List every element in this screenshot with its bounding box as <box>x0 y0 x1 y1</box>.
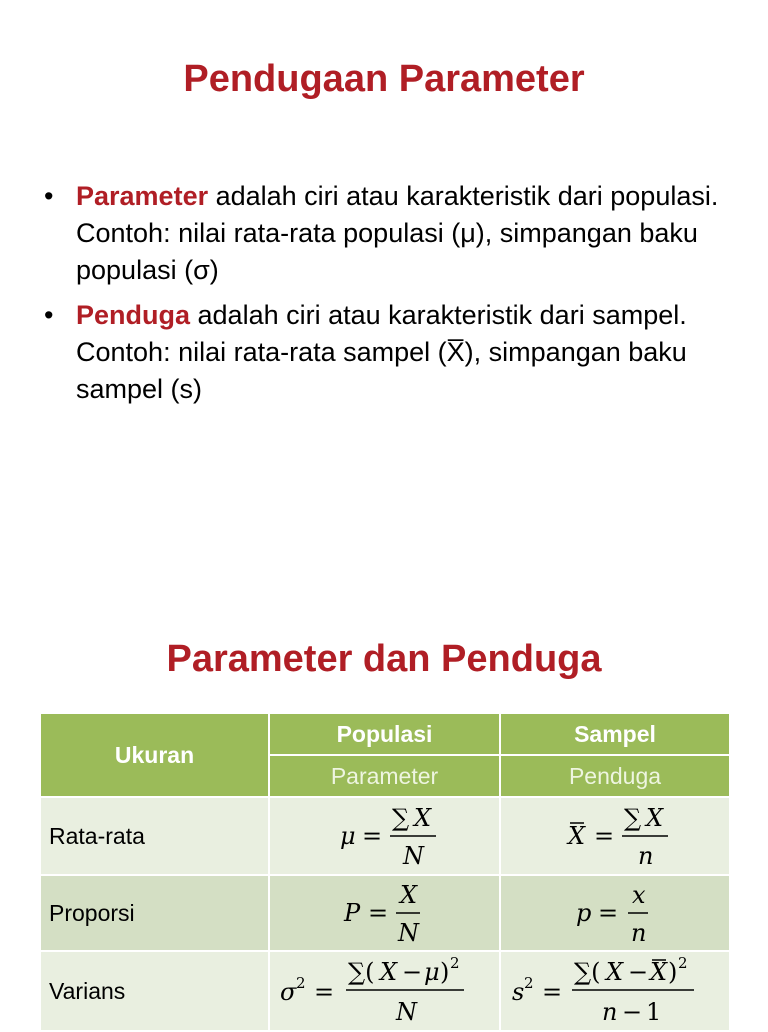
table-row <box>40 951 730 1031</box>
svg-text:2: 2 <box>295 974 306 992</box>
svg-text:−: − <box>622 998 643 1026</box>
svg-text:2: 2 <box>678 954 688 972</box>
bullet-text: adalah ciri atau karakteristik dari sampel. Contoh: nilai rata-rata sampel (X̅), simpangan baku sampel (s) <box>76 300 687 404</box>
table-row <box>40 797 730 875</box>
svg-text:=: = <box>367 899 388 927</box>
svg-text:=: = <box>594 822 615 850</box>
slide-title: Parameter dan Penduga <box>166 638 602 680</box>
svg-text:x: x <box>632 881 646 909</box>
svg-text:2: 2 <box>524 974 534 992</box>
svg-text:2: 2 <box>449 954 460 972</box>
header-sampel: Sampel <box>500 713 730 755</box>
header-populasi: Populasi <box>269 713 500 755</box>
parameter-table <box>39 712 731 1032</box>
row-label: Proporsi <box>40 875 269 951</box>
bullet-text: adalah ciri atau karakteristik dari populasi. Contoh: nilai rata-rata populasi (μ), simpangan baku populasi (σ) <box>76 181 719 285</box>
svg-text:=: = <box>542 978 563 1006</box>
svg-text:X: X <box>646 804 664 832</box>
row-label: Varians <box>40 951 269 1031</box>
bullet-parameter <box>44 178 734 289</box>
svg-text:p: p <box>576 899 592 927</box>
svg-text:∑: ∑ <box>391 804 409 832</box>
subheader-parameter: Parameter <box>269 755 500 797</box>
svg-text:X: X <box>413 804 431 832</box>
svg-text:X: X <box>399 881 417 909</box>
svg-text:μ: μ <box>339 822 356 850</box>
svg-text:N: N <box>397 919 419 947</box>
formula-mean-population <box>269 797 500 875</box>
svg-text:X: X <box>568 822 586 850</box>
svg-text:X: X <box>650 958 668 986</box>
svg-text:μ: μ <box>423 958 440 986</box>
svg-text:−: − <box>401 958 422 986</box>
svg-text:∑: ∑ <box>624 804 642 832</box>
svg-text:=: = <box>313 978 334 1006</box>
svg-text:n: n <box>631 919 647 947</box>
formula-proportion-sample <box>500 875 730 951</box>
svg-text:N: N <box>395 998 417 1026</box>
subheader-penduga: Penduga <box>500 755 730 797</box>
header-ukuran: Ukuran <box>40 713 269 797</box>
svg-text:s: s <box>512 978 525 1006</box>
bullet-term: Parameter <box>76 181 209 211</box>
svg-text:X: X <box>379 958 397 986</box>
slide-title: Pendugaan Parameter <box>183 58 585 100</box>
svg-text:): ) <box>439 958 449 986</box>
svg-text:∑(: ∑( <box>347 958 374 986</box>
svg-text:): ) <box>668 958 678 986</box>
formula-variance-population <box>269 951 500 1031</box>
svg-text:X: X <box>606 958 624 986</box>
svg-text:=: = <box>598 899 619 927</box>
svg-text:n: n <box>602 998 618 1026</box>
table-row <box>40 875 730 951</box>
svg-text:∑(: ∑( <box>574 958 601 986</box>
svg-text:P: P <box>343 899 360 927</box>
bullet-term: Penduga <box>76 300 191 330</box>
svg-text:1: 1 <box>646 998 662 1026</box>
svg-text:N: N <box>402 842 424 870</box>
svg-text:−: − <box>628 958 649 986</box>
bullet-penduga <box>44 297 734 408</box>
slide-parameter-dan-penduga <box>0 590 768 1024</box>
formula-proportion-population <box>269 875 500 951</box>
bullet-dot-icon: • <box>44 181 54 211</box>
bullet-dot-icon: • <box>44 300 54 330</box>
svg-text:=: = <box>361 822 382 850</box>
formula-variance-sample <box>500 951 730 1031</box>
bullet-list <box>44 178 734 416</box>
row-label: Rata-rata <box>40 797 269 875</box>
svg-text:σ: σ <box>279 978 296 1006</box>
svg-text:n: n <box>638 842 654 870</box>
formula-mean-sample <box>500 797 730 875</box>
